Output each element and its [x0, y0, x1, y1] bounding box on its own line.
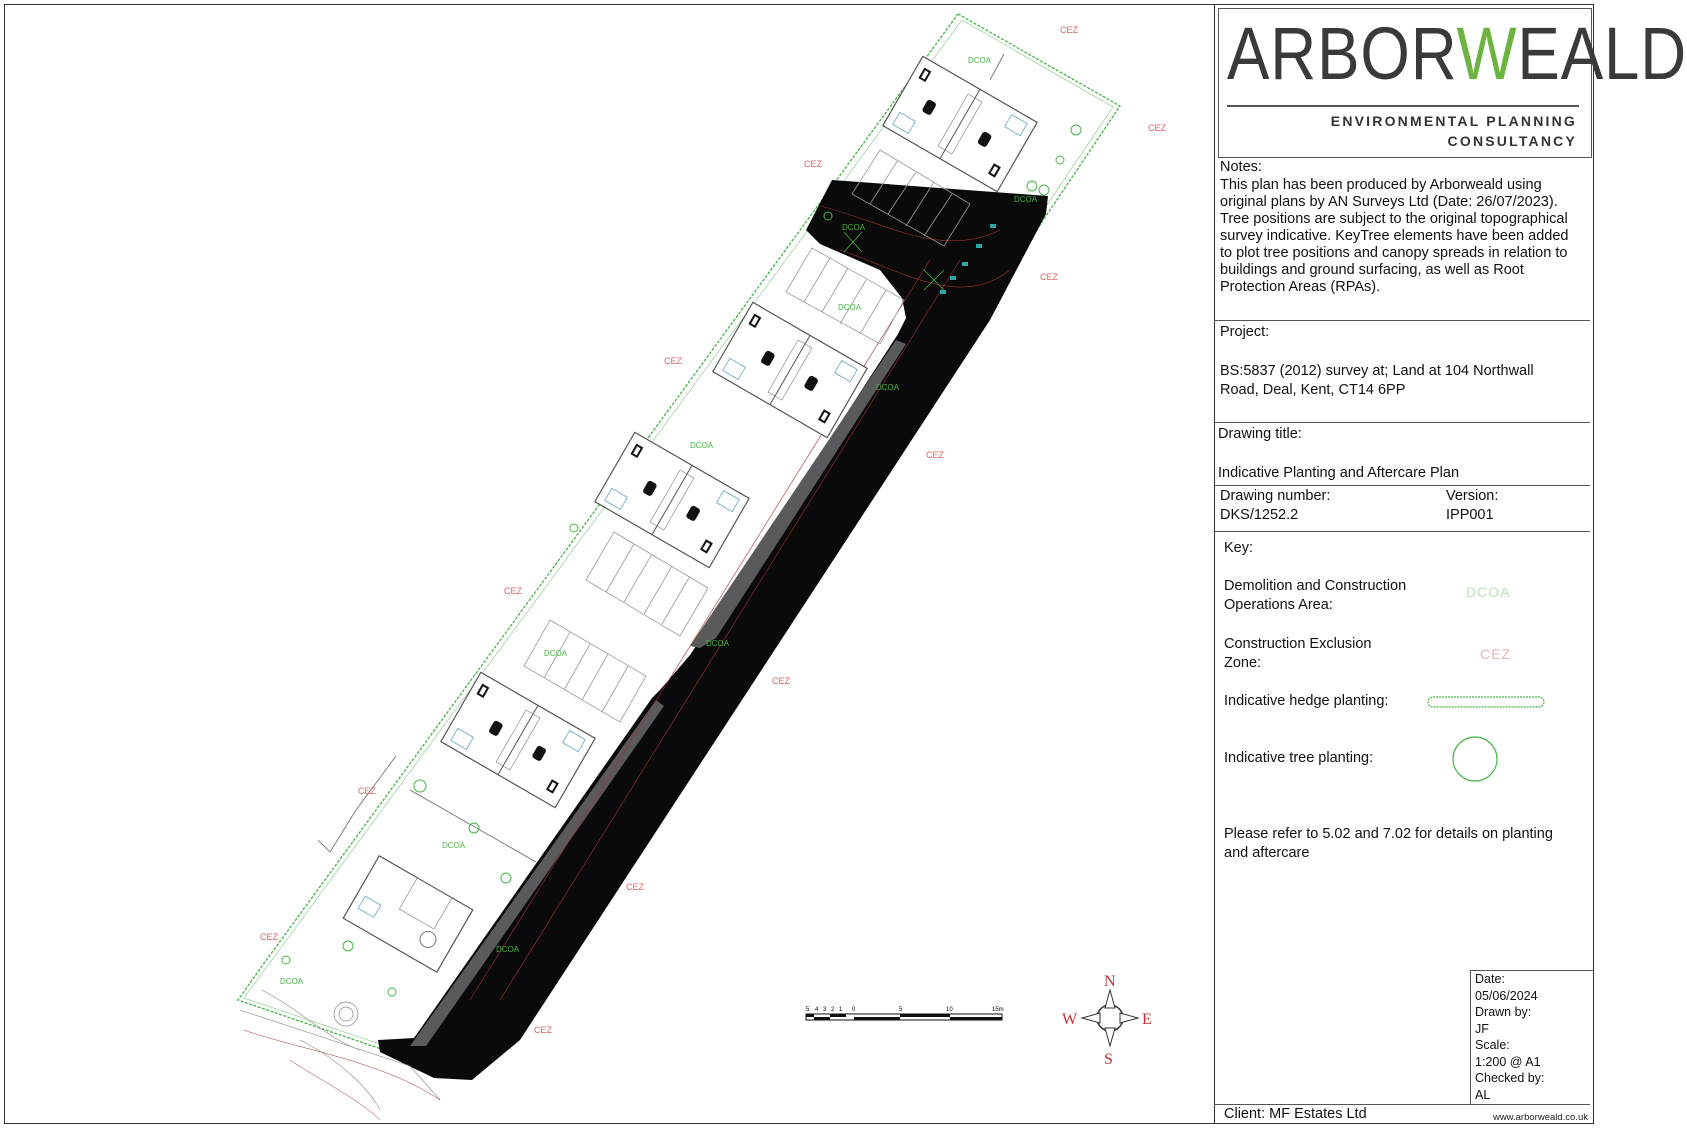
logo-box [1218, 8, 1687, 158]
scale-tick: 0 [852, 1007, 856, 1013]
notes-line: Tree positions are subject to the original topographical [1220, 211, 1568, 227]
cez-label: CEZ [1060, 25, 1078, 35]
cez-label: CEZ [534, 1025, 552, 1035]
drawn-by-label: Drawn by: [1475, 1005, 1532, 1019]
project-heading: Project: [1220, 324, 1270, 340]
arborweald-logo [1227, 11, 1687, 96]
notes-heading: Notes: [1220, 159, 1262, 175]
house-detached [343, 856, 473, 972]
divider [1214, 531, 1590, 532]
scale-label: Scale: [1475, 1038, 1510, 1052]
notes-line: buildings and ground surfacing, as well as Root [1220, 262, 1524, 278]
cez-label: CEZ [664, 356, 682, 366]
cez-label: CEZ [804, 159, 822, 169]
key-hedge-label: Indicative hedge planting: [1224, 693, 1389, 709]
dcoa-label: DCOA [280, 977, 304, 986]
dcoa-label: DCOA [706, 639, 730, 648]
logo-text-arbor: ARBOR [1227, 12, 1457, 95]
project-line: Road, Deal, Kent, CT14 6PP [1220, 382, 1406, 398]
cez-label: CEZ [1148, 123, 1166, 133]
key-refer-line: Please refer to 5.02 and 7.02 for details on planting [1224, 826, 1553, 842]
notes-line: Protection Areas (RPAs). [1220, 279, 1381, 295]
key-refer-line: and aftercare [1224, 845, 1310, 861]
cez-label: CEZ [772, 676, 790, 686]
checked-by-value: AL [1475, 1087, 1491, 1102]
website: www.arborweald.co.uk [1492, 1112, 1588, 1123]
logo-subtitle-1: ENVIRONMENTAL PLANNING [1330, 113, 1577, 129]
scale-tick: 2 [831, 1007, 835, 1013]
divider [1214, 320, 1590, 321]
house-block-1 [883, 56, 1037, 191]
drawing-title: Indicative Planting and Aftercare Plan [1218, 465, 1460, 481]
key-heading: Key: [1224, 540, 1254, 556]
scale-tick: 3 [823, 1007, 827, 1013]
project-line: BS:5837 (2012) survey at; Land at 104 Northwall [1220, 363, 1534, 379]
key-cez-label: Zone: [1224, 655, 1262, 671]
scale-tick: 4 [815, 1007, 819, 1013]
divider [1214, 1104, 1590, 1105]
logo-text-eald: EALD [1517, 12, 1687, 95]
logo-text-w: W [1456, 12, 1518, 95]
date-value: 05/06/2024 [1475, 988, 1538, 1003]
tree-roundabout-inner [339, 1007, 353, 1021]
dcoa-label: DCOA [1014, 195, 1038, 204]
compass-n: N [1104, 973, 1116, 990]
drawing-number-label: Drawing number: [1220, 488, 1331, 504]
key-cez-sample: CEZ [1480, 646, 1511, 662]
cez-label: CEZ [626, 882, 644, 892]
notes-line: survey indicative. KeyTree elements have been added [1220, 228, 1569, 244]
compass-e: E [1142, 1011, 1152, 1028]
cez-label: CEZ [358, 786, 376, 796]
dcoa-label: DCOA [968, 56, 992, 65]
dcoa-label: DCOA [496, 945, 520, 954]
scale-bar [806, 1007, 1004, 1020]
notes-line: to plot tree positions and canopy spreads in relation to [1220, 245, 1568, 261]
scale-tick: 10 [946, 1007, 953, 1013]
drawn-by-value: JF [1475, 1021, 1489, 1036]
scale-value: 1:200 @ A1 [1475, 1054, 1541, 1069]
checked-by-label: Checked by: [1475, 1071, 1545, 1085]
dcoa-label: DCOA [544, 649, 568, 658]
compass-rose [1062, 973, 1152, 1068]
dcoa-label: DCOA [838, 303, 862, 312]
logo-rule [1227, 105, 1579, 107]
version-label: Version: [1446, 488, 1499, 504]
house-block-4 [441, 672, 595, 807]
dcoa-label: DCOA [842, 223, 866, 232]
dcoa-label: DCOA [442, 841, 466, 850]
cez-label: CEZ [504, 586, 522, 596]
scale-tick: 5 [806, 1007, 810, 1013]
key-dcoa-sample: DCOA [1466, 584, 1511, 600]
title-block [1470, 970, 1594, 1104]
scale-tick: 5 [899, 1007, 903, 1013]
notes-line: This plan has been produced by Arborweald using [1220, 177, 1542, 193]
divider [1214, 422, 1590, 423]
compass-s: S [1104, 1051, 1113, 1068]
version: IPP001 [1446, 507, 1494, 523]
dcoa-label: DCOA [876, 383, 900, 392]
house-block-3 [595, 432, 749, 567]
key-tree-label: Indicative tree planting: [1224, 750, 1374, 766]
notes-line: original plans by AN Surveys Ltd (Date: 26/07/2023). [1220, 194, 1558, 210]
scale-tick: 1 [839, 1007, 843, 1013]
key-dcoa-label: Operations Area: [1224, 597, 1333, 613]
cez-label: CEZ [1040, 272, 1058, 282]
cez-label: CEZ [260, 932, 278, 942]
key-cez-label: Construction Exclusion [1224, 636, 1372, 652]
compass-w: W [1062, 1011, 1078, 1028]
cez-label: CEZ [926, 450, 944, 460]
logo-subtitle-2: CONSULTANCY [1447, 133, 1577, 149]
client: Client: MF Estates Ltd [1224, 1106, 1367, 1122]
drawing-title-heading: Drawing title: [1218, 426, 1302, 442]
date-label: Date: [1475, 972, 1505, 986]
tree-key-symbol [1450, 734, 1500, 784]
dcoa-label: DCOA [690, 441, 714, 450]
info-panel [1214, 4, 1594, 1124]
tree-roundabout [334, 1002, 358, 1026]
key-dcoa-label: Demolition and Construction [1224, 578, 1407, 594]
hedge-key-symbol [1426, 692, 1550, 712]
drawing-number: DKS/1252.2 [1220, 507, 1299, 523]
divider [1214, 485, 1590, 486]
scale-tick: 15m [992, 1007, 1004, 1013]
